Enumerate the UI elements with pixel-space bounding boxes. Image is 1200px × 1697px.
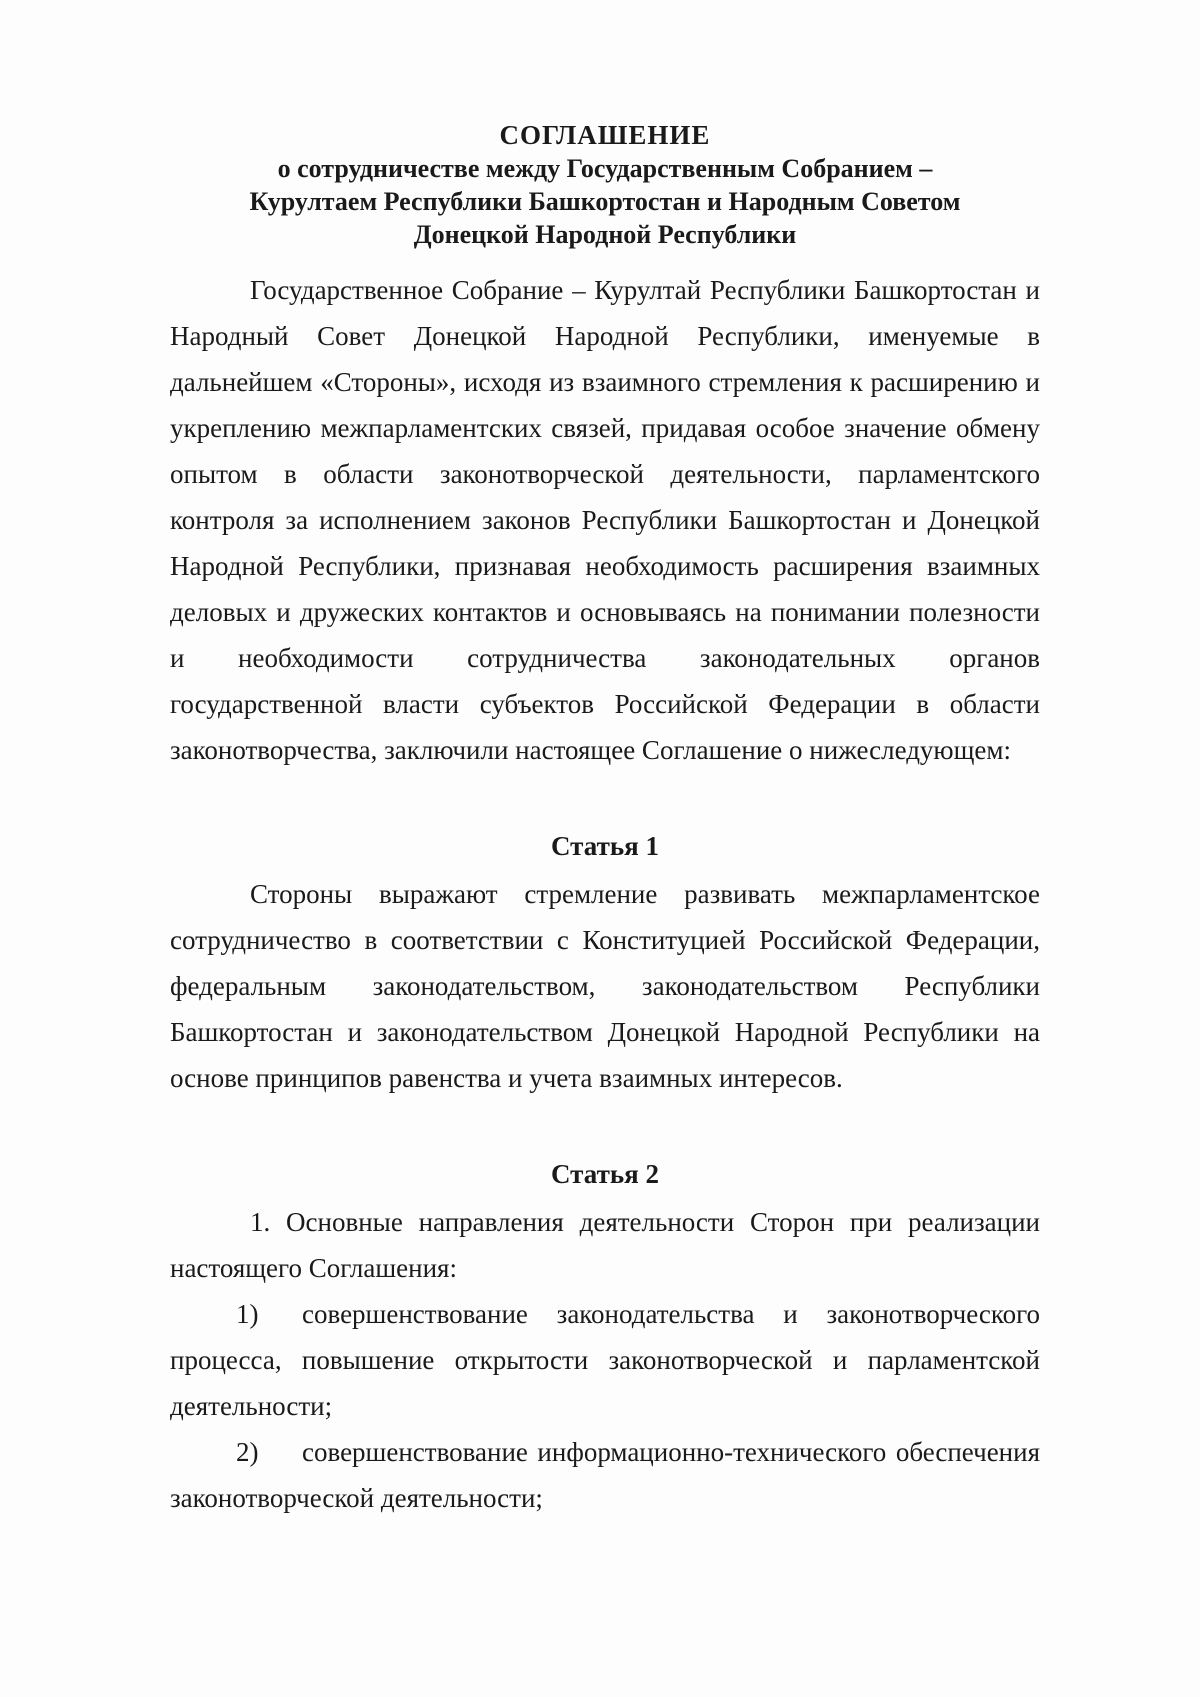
- document-title: [170, 118, 1040, 251]
- preamble-paragraph: Государственное Собрание – Курултай Республики Башкортостан и Народный Совет Донецкой Народной Республики, именуемые в дальнейшем «Стороны», исходя из взаимного стремления к расширению и укреплению межпарламентских связей, придавая особое значение обмену опытом в области законотворческой деятельности, парламентского контроля за исполнением законов Республики Башкортостан и Донецкой Народной Республики, признавая необходимость расширения взаимных деловых и дружеских контактов и основываясь на понимании полезности и необходимости сотрудничества законодательных органов государственной власти субъектов Российской Федерации в области законотворчества, заключили настоящее Соглашение о нижеследующем:: [170, 275, 1040, 765]
- list-number: 1): [236, 1299, 259, 1329]
- article-2-heading: Статья 2: [551, 1159, 659, 1189]
- list-item-text: совершенствование законодательства и законотворческого процесса, повышение открытости законотворческой и парламентской деятельности;: [170, 1299, 1040, 1421]
- title-line-2: Курултаем Республики Башкортостан и Народным Советом: [249, 187, 961, 216]
- article-2-item-1: [170, 1291, 1040, 1429]
- title-main: СОГЛАШЕНИЕ: [499, 120, 711, 150]
- list-number: 2): [236, 1437, 259, 1467]
- article-2-item-2: [170, 1429, 1040, 1521]
- title-line-1: о сотрудничестве между Государственным Собранием –: [277, 154, 933, 183]
- article-2-paragraph-1: 1. Основные направления деятельности Сторон при реализации настоящего Соглашения:: [170, 1207, 1040, 1283]
- article-1-heading: Статья 1: [551, 831, 659, 861]
- article-1-text: Стороны выражают стремление развивать межпарламентское сотрудничество в соответствии с Конституцией Российской Федерации, федеральным законодательством, законодательством Республики Башкортостан и законодательством Донецкой Народной Республики на основе принципов равенства и учета взаимных интересов.: [170, 879, 1040, 1093]
- list-item-text: совершенствование информационно-технического обеспечения законотворческой деятельности;: [170, 1437, 1040, 1513]
- title-line-3: Донецкой Народной Республики: [413, 220, 797, 249]
- document-content: [170, 118, 1040, 1521]
